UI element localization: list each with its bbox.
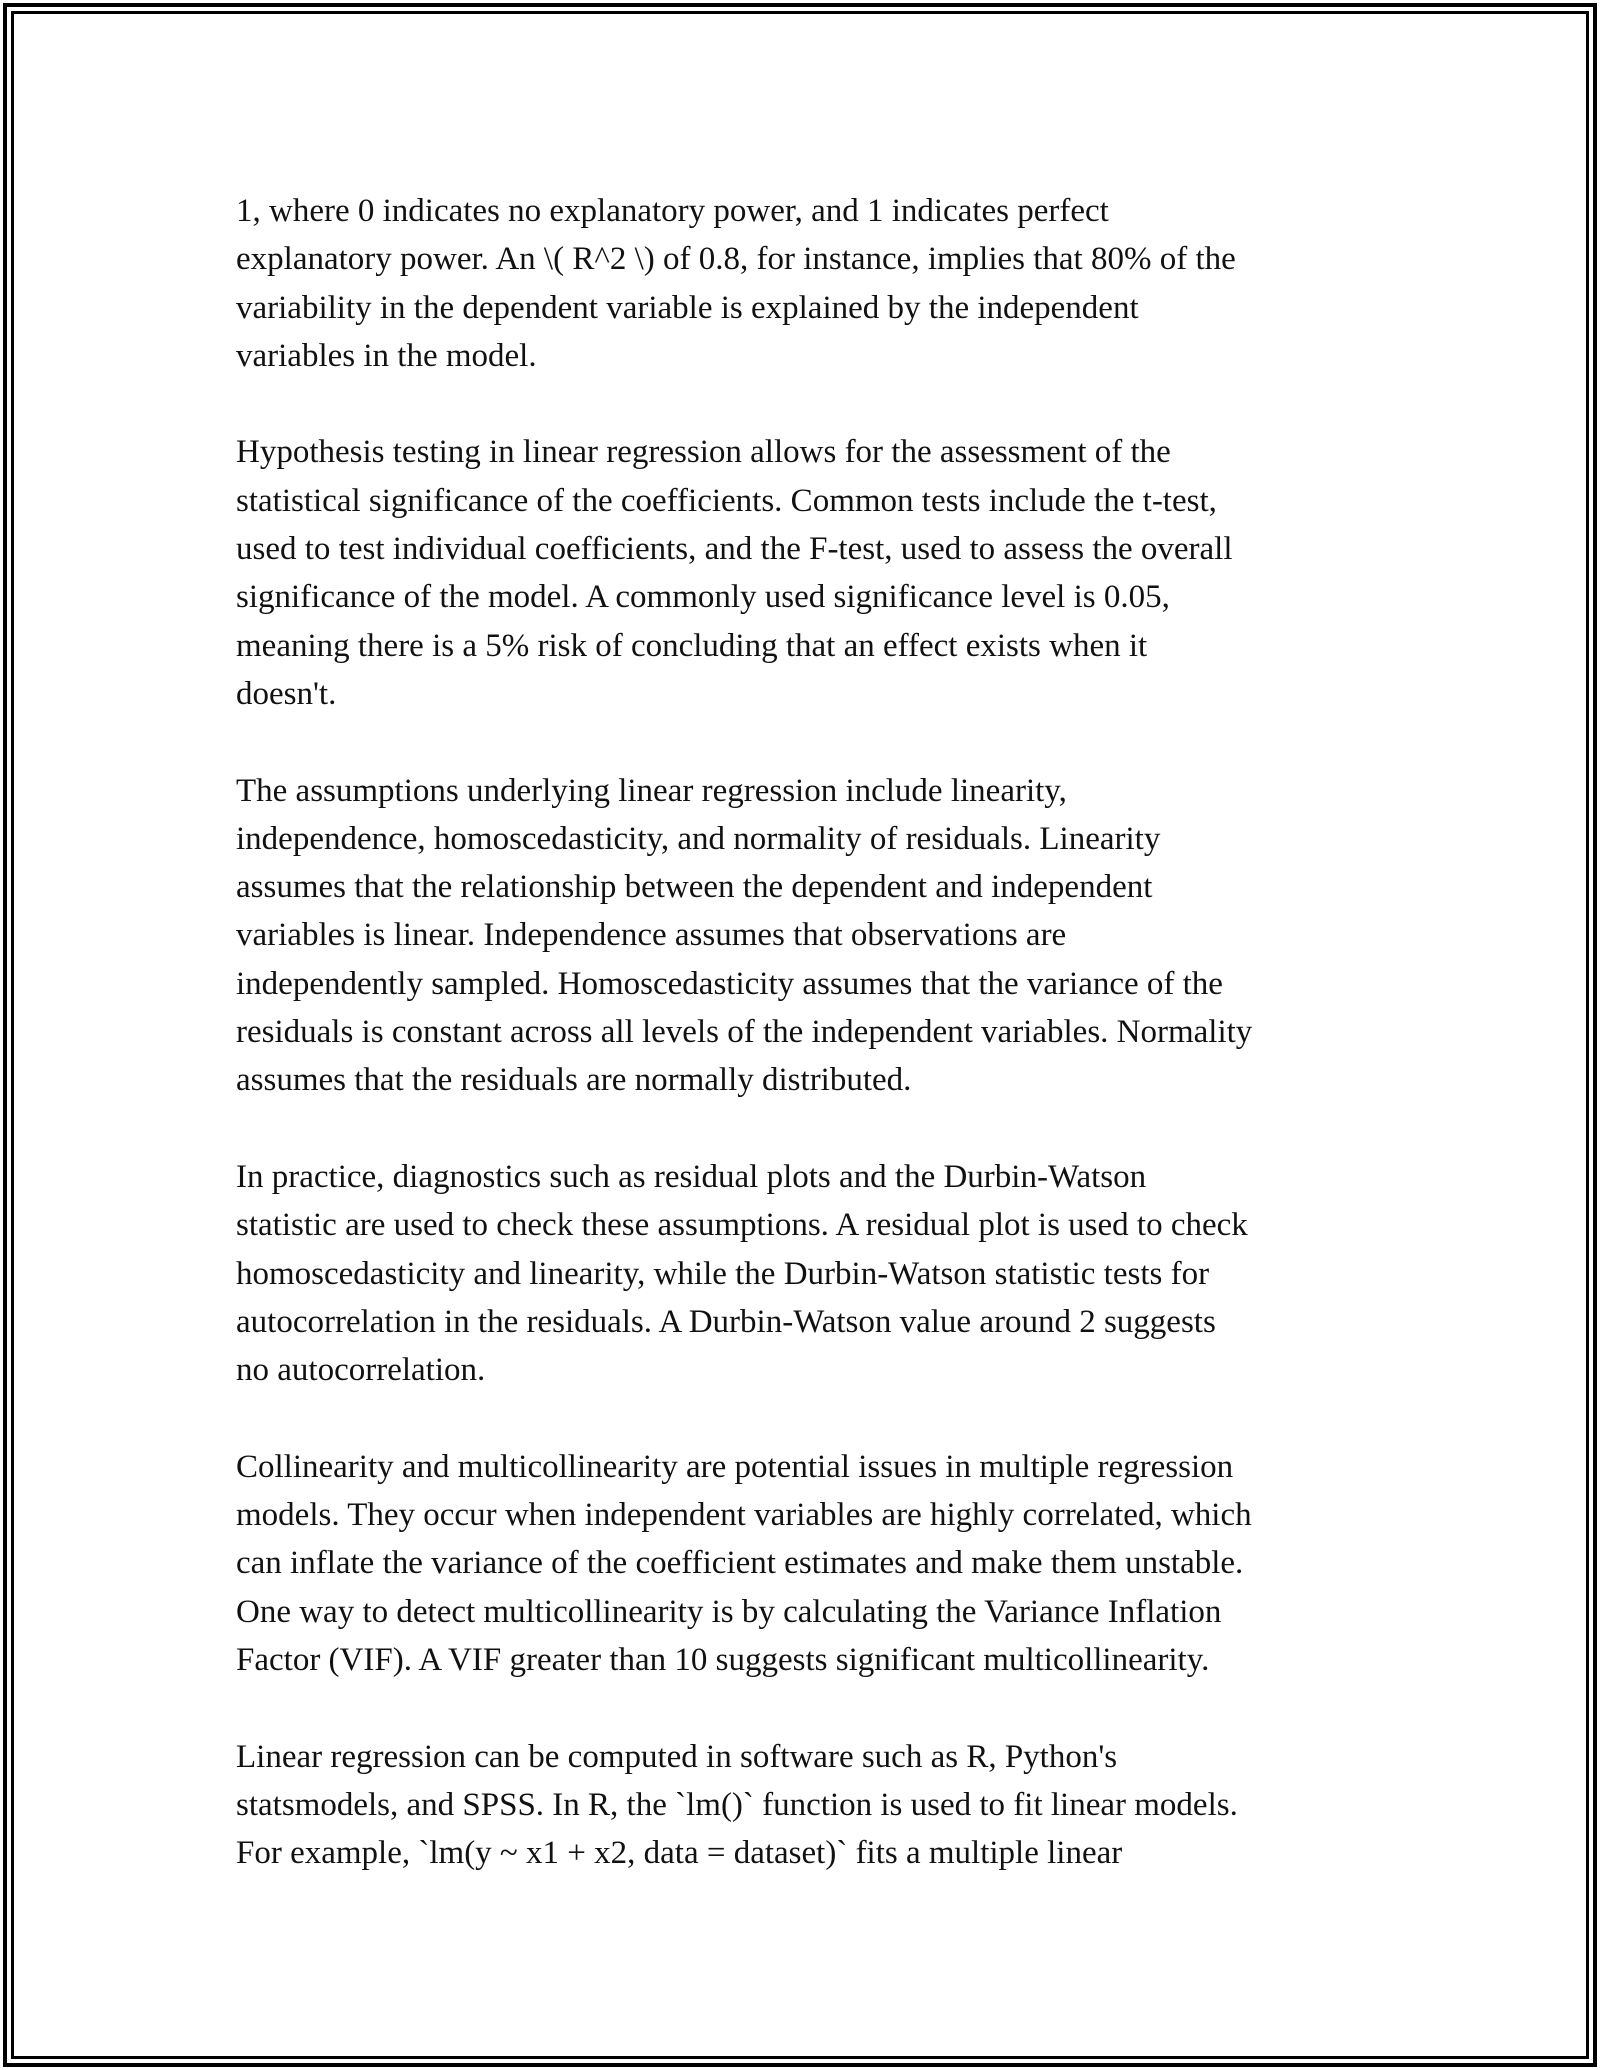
paragraph-hypothesis-testing [236,428,1416,718]
text-line: variables is linear. Independence assumes that observations are [236,917,1067,954]
text-line: no autocorrelation. [236,1352,486,1389]
text-line: statistic are used to check these assumptions. A residual plot is used to check [236,1207,1248,1244]
text-line: residuals is constant across all levels of the independent variables. Normality [236,1014,1253,1051]
text-line: used to test individual coefficients, and the F-test, used to assess the overall [236,531,1233,568]
document-body [236,187,1416,1926]
text-line: Collinearity and multicollinearity are potential issues in multiple regression [236,1448,1234,1485]
text-line: variability in the dependent variable is explained by the independent [236,289,1139,326]
text-line: statistical significance of the coefficients. Common tests include the t-test, [236,482,1217,519]
text-line: assumes that the residuals are normally distributed. [236,1062,912,1099]
text-line: variables in the model. [236,337,537,374]
text-line: models. They occur when independent variables are highly correlated, which [236,1497,1252,1534]
text-line: homoscedasticity and linearity, while the Durbin-Watson statistic tests for [236,1255,1210,1292]
text-line: autocorrelation in the residuals. A Durbin-Watson value around 2 suggests [236,1303,1216,1340]
text-line: Factor (VIF). A VIF greater than 10 suggests significant multicollinearity. [236,1641,1210,1678]
paragraph-assumptions [236,767,1416,1105]
text-line: independently sampled. Homoscedasticity assumes that the variance of the [236,965,1223,1002]
text-line: can inflate the variance of the coefficient estimates and make them unstable. [236,1545,1244,1582]
text-line: statsmodels, and SPSS. In R, the `lm()` function is used to fit linear models. [236,1786,1238,1823]
text-line: meaning there is a 5% risk of concluding that an effect exists when it [236,627,1148,664]
text-line: The assumptions underlying linear regression include linearity, [236,772,1067,809]
text-line: Linear regression can be computed in software such as R, Python's [236,1738,1118,1775]
text-line: significance of the model. A commonly used significance level is 0.05, [236,579,1170,616]
text-line: assumes that the relationship between the dependent and independent [236,869,1153,906]
paragraph-diagnostics [236,1153,1416,1394]
text-line: 1, where 0 indicates no explanatory power, and 1 indicates perfect [236,193,1109,229]
text-line: independence, homoscedasticity, and normality of residuals. Linearity [236,820,1161,857]
paragraph-multicollinearity [236,1443,1416,1684]
text-line: For example, `lm(y ~ x1 + x2, data = dataset)` fits a multiple linear [236,1835,1123,1872]
paragraph-r-squared [236,187,1416,380]
text-line: In practice, diagnostics such as residual plots and the Durbin-Watson [236,1158,1147,1195]
text-line: One way to detect multicollinearity is by calculating the Variance Inflation [236,1593,1222,1630]
text-line: explanatory power. An \( R^2 \) of 0.8, for instance, implies that 80% of the [236,241,1236,278]
text-line: doesn't. [236,675,337,712]
paragraph-software [236,1733,1416,1878]
text-line: Hypothesis testing in linear regression allows for the assessment of the [236,434,1171,471]
